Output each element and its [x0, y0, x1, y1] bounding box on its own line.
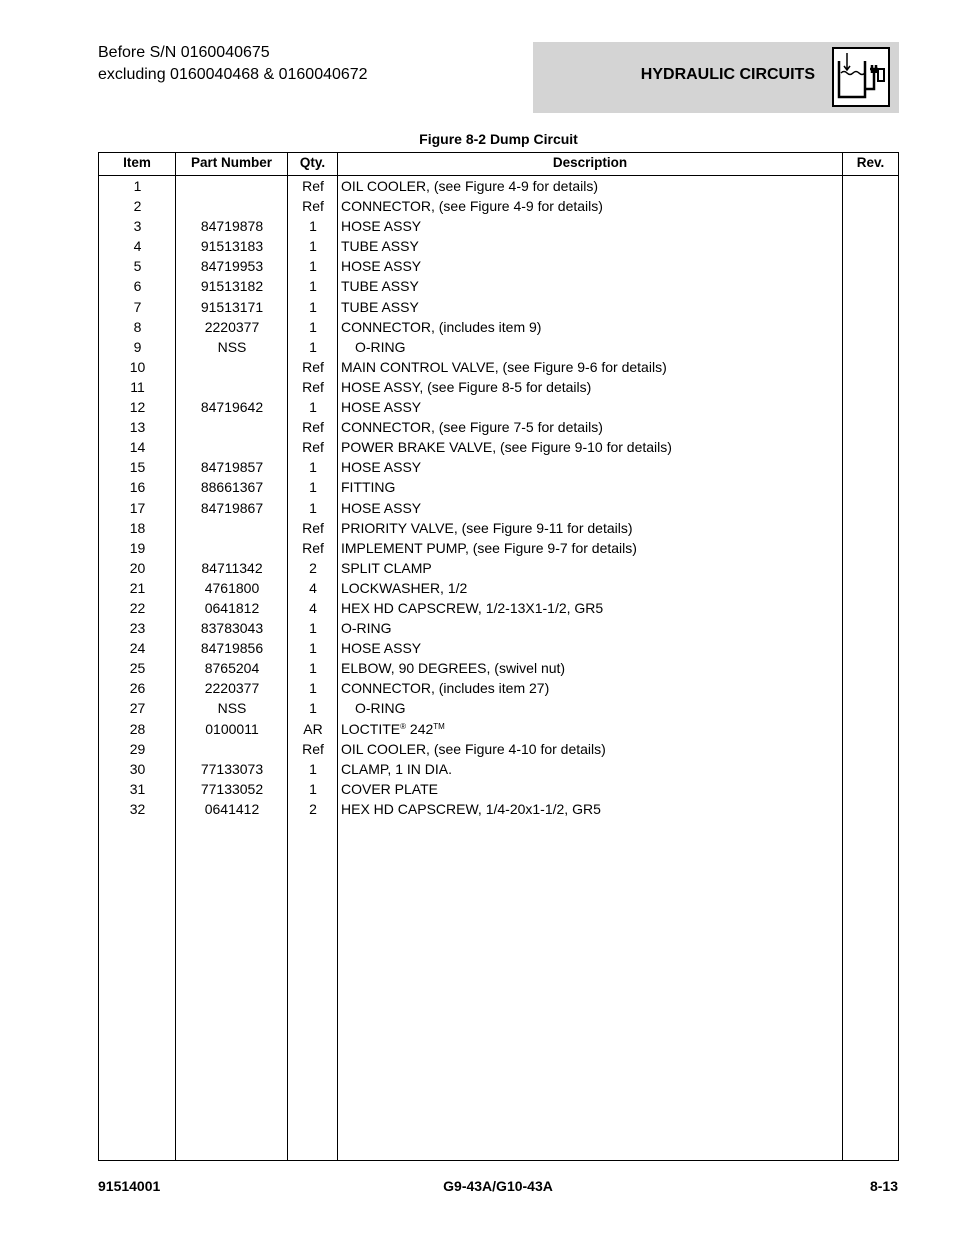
quantity: AR	[303, 720, 323, 737]
quantity: 1	[309, 700, 317, 717]
serial-line-2: excluding 0160040468 & 0160040672	[98, 66, 368, 83]
part-number: NSS	[217, 338, 247, 355]
footer-page-number: 8-13	[869, 1178, 898, 1194]
description: ELBOW, 90 DEGREES, (swivel nut)	[341, 660, 566, 677]
item-number: 2	[133, 198, 142, 215]
description: O-RING	[355, 338, 406, 355]
table-row	[99, 357, 898, 377]
description: HOSE ASSY	[341, 459, 422, 476]
quantity: 1	[309, 218, 317, 235]
description: CLAMP, 1 IN DIA.	[341, 760, 453, 777]
description: O-RING	[355, 700, 406, 717]
table-row	[99, 176, 898, 196]
quantity: Ref	[302, 378, 324, 395]
table-row	[99, 698, 898, 718]
part-number: 84711342	[201, 559, 263, 576]
table-row	[99, 337, 898, 357]
description: HOSE ASSY	[341, 218, 422, 235]
quantity: Ref	[302, 740, 324, 757]
description: CONNECTOR, (see Figure 7-5 for details)	[341, 419, 603, 436]
quantity: Ref	[302, 439, 324, 456]
description: CONNECTOR, (includes item 27)	[341, 680, 550, 697]
quantity: 1	[309, 298, 317, 315]
section-header	[533, 42, 899, 113]
hydraulic-reservoir-icon	[832, 47, 890, 107]
header-rev: Rev.	[856, 155, 885, 170]
part-number: 0100011	[205, 720, 259, 737]
table-row	[99, 538, 898, 558]
description: O-RING	[341, 620, 392, 637]
quantity: Ref	[302, 419, 324, 436]
part-number: 84719878	[200, 218, 264, 235]
item-number: 29	[129, 740, 146, 757]
item-number: 16	[129, 479, 146, 496]
description: HOSE ASSY, (see Figure 8-5 for details)	[341, 378, 592, 395]
table-row	[99, 498, 898, 518]
header-part-number: Part Number	[190, 155, 273, 170]
table-body	[99, 176, 898, 819]
description: HOSE ASSY	[341, 258, 422, 275]
description: HOSE ASSY	[341, 640, 422, 657]
description: POWER BRAKE VALVE, (see Figure 9-10 for details)	[341, 439, 672, 456]
item-number: 5	[133, 258, 142, 275]
item-number: 3	[133, 218, 142, 235]
description: FITTING	[341, 479, 396, 496]
figure-title: Figure 8-2 Dump Circuit	[419, 131, 578, 147]
table-row	[99, 377, 898, 397]
item-number: 1	[133, 178, 142, 194]
quantity: Ref	[302, 519, 324, 536]
table-row	[99, 739, 898, 759]
item-number: 25	[129, 660, 146, 677]
item-number: 28	[129, 720, 146, 737]
part-number: 77133052	[200, 780, 264, 797]
item-number: 18	[129, 519, 146, 536]
item-number: 30	[129, 760, 146, 777]
table-row	[99, 417, 898, 437]
header-qty: Qty.	[299, 155, 326, 170]
part-number: 0641812	[204, 599, 260, 616]
quantity: 1	[309, 760, 317, 777]
item-number: 31	[129, 780, 146, 797]
table-row	[99, 779, 898, 799]
section-title: HYDRAULIC CIRCUITS	[640, 66, 815, 83]
header-description: Description	[552, 155, 628, 170]
item-number: 22	[129, 599, 146, 616]
item-number: 9	[133, 338, 142, 355]
table-row	[99, 658, 898, 678]
quantity: 1	[309, 660, 317, 677]
quantity: 1	[309, 620, 317, 637]
part-number: 84719867	[200, 499, 264, 516]
footer-model: G9-43A/G10-43A	[443, 1178, 553, 1194]
item-number: 23	[129, 620, 146, 637]
description-text: 242	[406, 720, 434, 737]
part-number: 91513183	[200, 238, 264, 255]
table-row	[99, 719, 898, 739]
description: PRIORITY VALVE, (see Figure 9-11 for details)	[341, 519, 633, 536]
table-row	[99, 799, 898, 819]
quantity: Ref	[302, 198, 324, 215]
table-row	[99, 678, 898, 698]
part-number: 84719953	[200, 258, 264, 275]
description: OIL COOLER, (see Figure 4-9 for details)	[341, 178, 599, 194]
item-number: 12	[129, 399, 146, 416]
table-row	[99, 437, 898, 457]
description: CONNECTOR, (includes item 9)	[341, 318, 542, 335]
item-number: 26	[129, 680, 146, 697]
part-number: NSS	[217, 700, 247, 717]
part-number: 77133073	[200, 760, 264, 777]
description: HOSE ASSY	[341, 399, 422, 416]
quantity: 4	[309, 599, 317, 616]
description: HEX HD CAPSCREW, 1/4-20x1-1/2, GR5	[341, 800, 601, 817]
description: LOCKWASHER, 1/2	[341, 579, 468, 596]
table-row	[99, 256, 898, 276]
item-number: 17	[129, 499, 146, 516]
parts-table	[98, 152, 899, 1161]
quantity: 1	[309, 238, 317, 255]
part-number: 2220377	[204, 318, 260, 335]
item-number: 19	[129, 539, 146, 556]
quantity: 2	[309, 559, 317, 576]
table-row	[99, 216, 898, 236]
item-number: 20	[129, 559, 146, 576]
item-number: 10	[129, 358, 146, 375]
item-number: 14	[129, 439, 146, 456]
table-row	[99, 276, 898, 296]
part-number: 84719642	[200, 399, 264, 416]
description: SPLIT CLAMP	[341, 559, 432, 576]
footer-document-number: 91514001	[98, 1178, 161, 1194]
table-row	[99, 518, 898, 538]
item-number: 6	[133, 278, 142, 295]
quantity: 1	[309, 459, 317, 476]
description: CONNECTOR, (see Figure 4-9 for details)	[341, 198, 603, 215]
part-number: 84719856	[200, 640, 264, 657]
quantity: 1	[309, 318, 317, 335]
part-number: 83783043	[200, 620, 264, 637]
table-row	[99, 397, 898, 417]
quantity: 1	[309, 680, 317, 697]
table-row	[99, 638, 898, 658]
table-row	[99, 618, 898, 638]
description-text: LOCTITE	[341, 720, 401, 737]
description: HEX HD CAPSCREW, 1/2-13X1-1/2, GR5	[341, 599, 604, 616]
table-row	[99, 297, 898, 317]
header-item: Item	[123, 155, 151, 170]
quantity: 1	[309, 780, 317, 797]
item-number: 21	[129, 579, 146, 596]
description: TUBE ASSY	[341, 238, 419, 255]
part-number: 91513171	[200, 298, 264, 315]
item-number: 32	[129, 800, 146, 817]
serial-range	[98, 42, 368, 86]
description: MAIN CONTROL VALVE, (see Figure 9-6 for details)	[341, 358, 667, 375]
quantity: 1	[309, 640, 317, 657]
registered-mark: ®	[400, 721, 407, 731]
item-number: 7	[133, 298, 142, 315]
description: OIL COOLER, (see Figure 4-10 for details)	[341, 740, 606, 757]
quantity: 2	[309, 800, 317, 817]
quantity: 1	[309, 338, 317, 355]
table-row	[99, 759, 898, 779]
quantity: 1	[309, 499, 317, 516]
item-number: 15	[129, 459, 146, 476]
table-row	[99, 236, 898, 256]
description: IMPLEMENT PUMP, (see Figure 9-7 for details)	[341, 539, 637, 556]
table-row	[99, 457, 898, 477]
item-number: 8	[133, 318, 142, 335]
part-number: 2220377	[204, 680, 260, 697]
serial-line-1: Before S/N 0160040675	[98, 44, 270, 61]
description	[341, 719, 841, 739]
part-number: 91513182	[200, 278, 264, 295]
quantity: Ref	[302, 539, 324, 556]
item-number: 11	[130, 378, 145, 395]
item-number: 13	[129, 419, 146, 436]
item-number: 24	[129, 640, 146, 657]
trademark-mark: TM	[433, 721, 445, 731]
part-number: 0641412	[204, 800, 260, 817]
part-number: 88661367	[200, 479, 264, 496]
table-row	[99, 477, 898, 497]
description: TUBE ASSY	[341, 278, 419, 295]
table-row	[99, 578, 898, 598]
quantity: Ref	[302, 178, 324, 194]
quantity: 1	[309, 278, 317, 295]
item-number: 4	[133, 238, 142, 255]
quantity: 4	[309, 579, 317, 596]
quantity: 1	[309, 399, 317, 416]
quantity: 1	[309, 258, 317, 275]
part-number: 8765204	[204, 660, 260, 677]
table-row	[99, 196, 898, 216]
quantity: 1	[309, 479, 317, 496]
table-row	[99, 558, 898, 578]
table-row	[99, 598, 898, 618]
table-header	[99, 153, 898, 176]
description: TUBE ASSY	[341, 298, 419, 315]
description: COVER PLATE	[341, 780, 438, 797]
table-row	[99, 317, 898, 337]
part-number: 4761800	[204, 579, 260, 596]
part-number: 84719857	[200, 459, 264, 476]
item-number: 27	[129, 700, 146, 717]
description: HOSE ASSY	[341, 499, 422, 516]
quantity: Ref	[302, 358, 324, 375]
